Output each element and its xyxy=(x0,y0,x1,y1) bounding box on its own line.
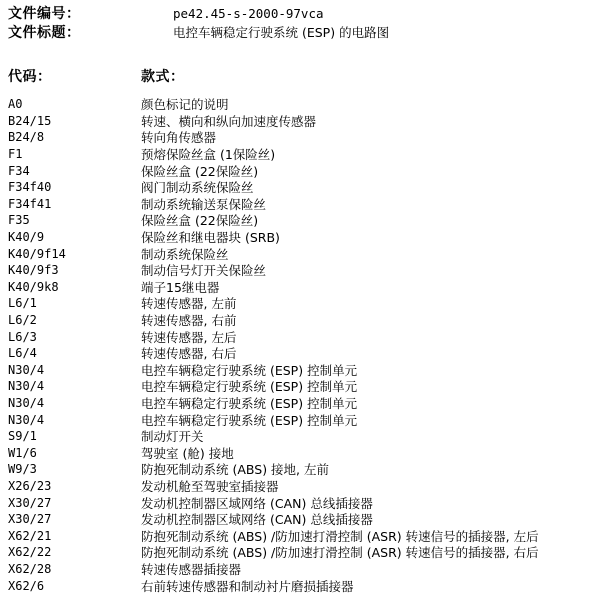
component-description: 制动系统输送泵保险丝 xyxy=(141,196,267,212)
component-code: W1/6 xyxy=(8,445,37,460)
list-item xyxy=(8,494,604,511)
list-item xyxy=(8,229,604,246)
file-title-value: 电控车辆稳定行驶系统 (ESP) 的电路图 xyxy=(173,25,390,40)
component-description: 制动信号灯开关保险丝 xyxy=(141,263,267,279)
list-item xyxy=(8,378,604,395)
component-code: X62/28 xyxy=(8,561,52,576)
component-description: 颜色标记的说明 xyxy=(141,97,229,113)
list-item xyxy=(8,395,604,412)
component-description: 制动系统保险丝 xyxy=(141,246,229,262)
component-code: F34 xyxy=(8,163,30,178)
list-item xyxy=(8,444,604,461)
component-description: 发动机控制器区域网络 (CAN) 总线插接器 xyxy=(141,495,373,511)
list-item xyxy=(8,129,604,146)
file-number-row xyxy=(8,4,324,22)
component-description: 转速、横向和纵向加速度传感器 xyxy=(141,113,317,129)
component-code: K40/9f3 xyxy=(8,263,59,278)
component-description: 电控车辆稳定行驶系统 (ESP) 控制单元 xyxy=(141,379,358,395)
component-code: N30/4 xyxy=(8,362,45,377)
component-description: 右前转速传感器和制动衬片磨损插接器 xyxy=(141,578,354,594)
component-code: W9/3 xyxy=(8,462,37,477)
list-item xyxy=(8,527,604,544)
list-item xyxy=(8,196,604,213)
list-item xyxy=(8,96,604,113)
code-column-heading: 代码： xyxy=(8,69,52,85)
component-description: 转速传感器, 左后 xyxy=(141,329,237,345)
component-code: N30/4 xyxy=(8,395,45,410)
component-code: A0 xyxy=(8,97,23,112)
list-item xyxy=(8,245,604,262)
component-code: X30/27 xyxy=(8,512,52,527)
list-item xyxy=(8,328,604,345)
list-item xyxy=(8,411,604,428)
description-column-heading: 款式： xyxy=(141,69,185,85)
component-description: 发动机控制器区域网络 (CAN) 总线插接器 xyxy=(141,512,373,528)
component-description: 端子15继电器 xyxy=(141,279,220,295)
component-code: F34f40 xyxy=(8,180,52,195)
list-item xyxy=(8,561,604,578)
component-description: 转速传感器, 右前 xyxy=(141,313,237,329)
component-description: 电控车辆稳定行驶系统 (ESP) 控制单元 xyxy=(141,362,358,378)
list-item xyxy=(8,362,604,379)
component-description: 驾驶室 (舱) 接地 xyxy=(141,445,234,461)
list-item xyxy=(8,428,604,445)
component-code: N30/4 xyxy=(8,379,45,394)
list-item xyxy=(8,279,604,296)
component-description: 制动灯开关 xyxy=(141,429,204,445)
list-item xyxy=(8,312,604,329)
component-code: K40/9f14 xyxy=(8,246,66,261)
component-description: 防抱死制动系统 (ABS) /防加速打滑控制 (ASR) 转速信号的插接器, 左后 xyxy=(141,528,539,544)
component-description: 发动机舱至驾驶室插接器 xyxy=(141,478,279,494)
file-number-label: 文件编号： xyxy=(8,6,81,22)
list-item xyxy=(8,113,604,130)
component-description: 保险丝和继电器块 (SRB) xyxy=(141,230,280,246)
component-code: L6/2 xyxy=(8,313,37,328)
component-description: 转速传感器, 右后 xyxy=(141,346,237,362)
component-code: L6/3 xyxy=(8,329,37,344)
component-code: L6/1 xyxy=(8,296,37,311)
component-code: X62/21 xyxy=(8,528,52,543)
list-item xyxy=(8,345,604,362)
component-code: X62/6 xyxy=(8,578,45,593)
component-description: 保险丝盒 (22保险丝) xyxy=(141,163,259,179)
component-code: X62/22 xyxy=(8,545,52,560)
list-item xyxy=(8,478,604,495)
component-code: S9/1 xyxy=(8,429,37,444)
list-item xyxy=(8,162,604,179)
component-description: 保险丝盒 (22保险丝) xyxy=(141,213,259,229)
component-description: 转速传感器插接器 xyxy=(141,561,242,577)
component-code: K40/9 xyxy=(8,230,45,245)
component-code: L6/4 xyxy=(8,346,37,361)
file-title-label: 文件标题： xyxy=(8,25,81,41)
component-code: K40/9k8 xyxy=(8,279,59,294)
list-item xyxy=(8,577,604,594)
component-description: 防抱死制动系统 (ABS) 接地, 左前 xyxy=(141,462,329,478)
component-code: F34f41 xyxy=(8,196,52,211)
component-code: B24/15 xyxy=(8,113,52,128)
component-code: X30/27 xyxy=(8,495,52,510)
list-item xyxy=(8,212,604,229)
component-code: F35 xyxy=(8,213,30,228)
component-list xyxy=(8,96,604,594)
component-description: 转向角传感器 xyxy=(141,130,217,146)
list-item xyxy=(8,295,604,312)
file-number-value: pe42.45-s-2000-97vca xyxy=(173,5,324,21)
list-item xyxy=(8,511,604,528)
component-code: X26/23 xyxy=(8,478,52,493)
list-item xyxy=(8,179,604,196)
component-description: 电控车辆稳定行驶系统 (ESP) 控制单元 xyxy=(141,412,358,428)
component-description: 电控车辆稳定行驶系统 (ESP) 控制单元 xyxy=(141,395,358,411)
list-item xyxy=(8,262,604,279)
list-item xyxy=(8,544,604,561)
component-description: 预熔保险丝盒 (1保险丝) xyxy=(141,147,276,163)
file-title-row xyxy=(8,23,389,41)
list-item xyxy=(8,146,604,163)
component-description: 转速传感器, 左前 xyxy=(141,296,237,312)
component-code: B24/8 xyxy=(8,130,45,145)
component-description: 防抱死制动系统 (ABS) /防加速打滑控制 (ASR) 转速信号的插接器, 右后 xyxy=(141,545,539,561)
component-code: N30/4 xyxy=(8,412,45,427)
list-item xyxy=(8,461,604,478)
component-code: F1 xyxy=(8,147,23,162)
component-description: 阀门制动系统保险丝 xyxy=(141,180,254,196)
